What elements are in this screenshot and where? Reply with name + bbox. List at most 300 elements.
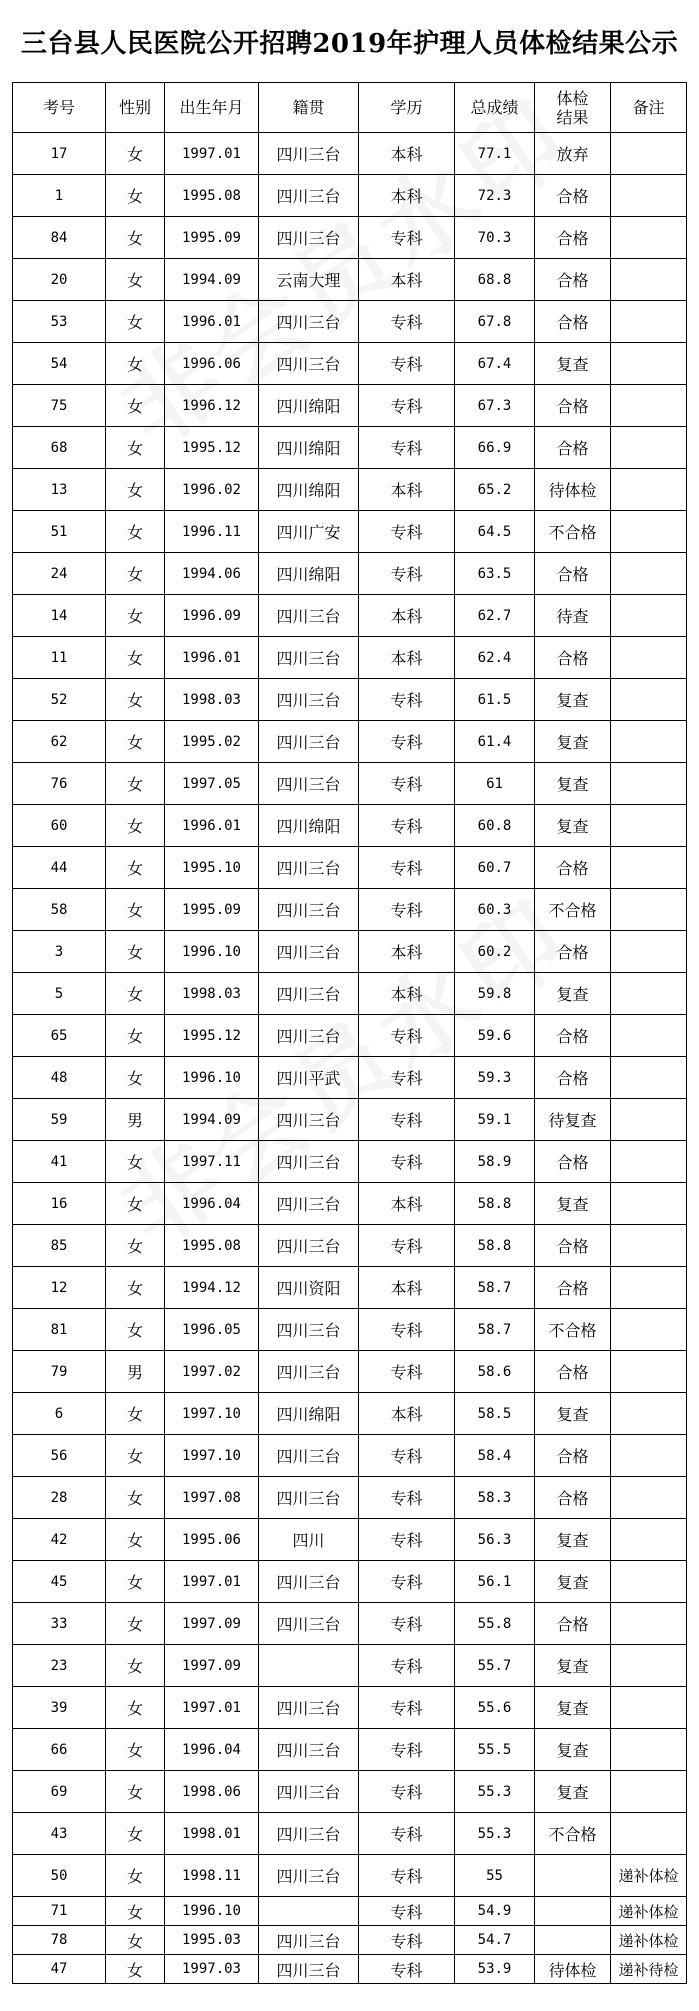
cell-score: 55.8	[455, 1603, 535, 1645]
cell-birth: 1997.11	[165, 1141, 259, 1183]
cell-score: 60.8	[455, 805, 535, 847]
cell-remarks	[611, 721, 687, 763]
cell-origin: 四川三台	[259, 1309, 359, 1351]
table-row	[13, 679, 687, 721]
cell-education: 专科	[359, 1519, 455, 1561]
cell-origin: 四川绵阳	[259, 553, 359, 595]
table-row	[13, 217, 687, 259]
table-row	[13, 1955, 687, 1984]
cell-score: 60.7	[455, 847, 535, 889]
cell-remarks	[611, 679, 687, 721]
cell-score: 65.2	[455, 469, 535, 511]
cell-birth: 1996.04	[165, 1183, 259, 1225]
cell-exam-no: 66	[13, 1729, 106, 1771]
cell-birth: 1995.12	[165, 427, 259, 469]
cell-score: 58.8	[455, 1183, 535, 1225]
cell-remarks	[611, 973, 687, 1015]
cell-education: 专科	[359, 1855, 455, 1897]
cell-gender: 女	[106, 1855, 165, 1897]
cell-exam-result: 合格	[535, 931, 611, 973]
cell-education: 专科	[359, 385, 455, 427]
cell-gender: 女	[106, 1183, 165, 1225]
header-education: 学历	[359, 83, 455, 133]
cell-exam-no: 39	[13, 1687, 106, 1729]
cell-score: 58.9	[455, 1141, 535, 1183]
cell-gender: 女	[106, 1267, 165, 1309]
cell-education: 专科	[359, 1771, 455, 1813]
cell-origin: 四川平武	[259, 1057, 359, 1099]
table-row	[13, 553, 687, 595]
cell-score: 61.5	[455, 679, 535, 721]
table-row	[13, 1141, 687, 1183]
cell-score: 58.4	[455, 1435, 535, 1477]
cell-birth: 1996.10	[165, 1057, 259, 1099]
cell-remarks	[611, 1813, 687, 1855]
cell-origin: 四川三台	[259, 1141, 359, 1183]
cell-exam-no: 75	[13, 385, 106, 427]
cell-score: 67.4	[455, 343, 535, 385]
cell-birth: 1995.03	[165, 1926, 259, 1955]
cell-exam-no: 69	[13, 1771, 106, 1813]
cell-origin: 四川三台	[259, 1955, 359, 1984]
cell-origin: 云南大理	[259, 259, 359, 301]
cell-exam-no: 14	[13, 595, 106, 637]
cell-birth: 1997.02	[165, 1351, 259, 1393]
cell-education: 专科	[359, 1309, 455, 1351]
cell-gender: 女	[106, 721, 165, 763]
cell-exam-result: 复查	[535, 1729, 611, 1771]
cell-score: 60.2	[455, 931, 535, 973]
table-row	[13, 763, 687, 805]
cell-origin: 四川三台	[259, 1351, 359, 1393]
cell-exam-no: 42	[13, 1519, 106, 1561]
cell-origin: 四川三台	[259, 133, 359, 175]
page-title: 三台县人民医院公开招聘2019年护理人员体检结果公示	[20, 28, 679, 59]
cell-score: 59.3	[455, 1057, 535, 1099]
cell-birth: 1996.10	[165, 1897, 259, 1926]
cell-exam-result: 合格	[535, 553, 611, 595]
cell-exam-no: 58	[13, 889, 106, 931]
cell-exam-no: 33	[13, 1603, 106, 1645]
table-row	[13, 1309, 687, 1351]
cell-origin: 四川三台	[259, 1015, 359, 1057]
cell-birth: 1997.03	[165, 1955, 259, 1984]
cell-education: 本科	[359, 1183, 455, 1225]
cell-birth: 1995.08	[165, 175, 259, 217]
cell-remarks	[611, 1225, 687, 1267]
cell-origin: 四川广安	[259, 511, 359, 553]
cell-exam-result: 合格	[535, 427, 611, 469]
cell-exam-result: 复查	[535, 343, 611, 385]
cell-exam-result: 不合格	[535, 511, 611, 553]
cell-origin: 四川三台	[259, 763, 359, 805]
cell-score: 58.8	[455, 1225, 535, 1267]
cell-birth: 1997.01	[165, 133, 259, 175]
cell-exam-no: 3	[13, 931, 106, 973]
cell-score: 56.1	[455, 1561, 535, 1603]
cell-origin: 四川三台	[259, 217, 359, 259]
cell-birth: 1997.05	[165, 763, 259, 805]
cell-exam-result: 不合格	[535, 1309, 611, 1351]
cell-score: 58.6	[455, 1351, 535, 1393]
cell-exam-no: 78	[13, 1926, 106, 1955]
cell-origin: 四川三台	[259, 343, 359, 385]
table-row	[13, 385, 687, 427]
cell-education: 专科	[359, 805, 455, 847]
cell-education: 专科	[359, 1687, 455, 1729]
cell-birth: 1998.03	[165, 679, 259, 721]
table-row	[13, 259, 687, 301]
cell-score: 58.5	[455, 1393, 535, 1435]
cell-remarks: 递补待检	[611, 1955, 687, 1984]
cell-exam-no: 79	[13, 1351, 106, 1393]
cell-exam-no: 1	[13, 175, 106, 217]
cell-birth: 1996.04	[165, 1729, 259, 1771]
cell-education: 专科	[359, 1813, 455, 1855]
cell-education: 专科	[359, 1141, 455, 1183]
cell-education: 专科	[359, 1645, 455, 1687]
cell-score: 68.8	[455, 259, 535, 301]
cell-remarks	[611, 1267, 687, 1309]
cell-remarks	[611, 1015, 687, 1057]
cell-remarks: 递补体检	[611, 1855, 687, 1897]
header-origin: 籍贯	[259, 83, 359, 133]
cell-gender: 女	[106, 1141, 165, 1183]
cell-exam-result: 待体检	[535, 1955, 611, 1984]
cell-remarks	[611, 427, 687, 469]
cell-education: 本科	[359, 1393, 455, 1435]
cell-score: 55.3	[455, 1771, 535, 1813]
cell-gender: 女	[106, 805, 165, 847]
cell-birth: 1996.01	[165, 805, 259, 847]
cell-gender: 女	[106, 637, 165, 679]
cell-remarks	[611, 847, 687, 889]
cell-remarks	[611, 1141, 687, 1183]
cell-education: 专科	[359, 1955, 455, 1984]
cell-gender: 女	[106, 175, 165, 217]
cell-exam-result: 合格	[535, 217, 611, 259]
cell-exam-no: 24	[13, 553, 106, 595]
cell-origin: 四川绵阳	[259, 427, 359, 469]
cell-gender: 女	[106, 301, 165, 343]
header-row	[13, 83, 687, 133]
table-row	[13, 1771, 687, 1813]
cell-exam-result: 合格	[535, 175, 611, 217]
cell-birth: 1995.02	[165, 721, 259, 763]
cell-education: 本科	[359, 1267, 455, 1309]
cell-gender: 女	[106, 133, 165, 175]
cell-gender: 女	[106, 973, 165, 1015]
cell-origin: 四川三台	[259, 637, 359, 679]
cell-education: 专科	[359, 301, 455, 343]
cell-origin: 四川绵阳	[259, 805, 359, 847]
cell-remarks	[611, 1309, 687, 1351]
cell-exam-no: 50	[13, 1855, 106, 1897]
cell-exam-no: 44	[13, 847, 106, 889]
cell-birth: 1996.01	[165, 637, 259, 679]
cell-exam-no: 53	[13, 301, 106, 343]
cell-remarks	[611, 175, 687, 217]
cell-gender: 女	[106, 553, 165, 595]
cell-score: 54.9	[455, 1897, 535, 1926]
cell-gender: 女	[106, 1561, 165, 1603]
cell-score: 66.9	[455, 427, 535, 469]
cell-exam-no: 84	[13, 217, 106, 259]
cell-gender: 女	[106, 511, 165, 553]
cell-remarks	[611, 511, 687, 553]
cell-education: 专科	[359, 679, 455, 721]
header-gender: 性别	[106, 83, 165, 133]
cell-exam-no: 5	[13, 973, 106, 1015]
cell-education: 专科	[359, 1897, 455, 1926]
cell-education: 专科	[359, 1603, 455, 1645]
cell-score: 77.1	[455, 133, 535, 175]
cell-birth: 1998.01	[165, 1813, 259, 1855]
table-row	[13, 1057, 687, 1099]
cell-exam-result: 合格	[535, 1603, 611, 1645]
cell-birth: 1997.01	[165, 1561, 259, 1603]
table-row	[13, 1813, 687, 1855]
cell-birth: 1994.12	[165, 1267, 259, 1309]
cell-exam-result: 复查	[535, 1645, 611, 1687]
cell-birth: 1994.09	[165, 1099, 259, 1141]
cell-origin	[259, 1645, 359, 1687]
table-row	[13, 1687, 687, 1729]
cell-exam-result: 合格	[535, 385, 611, 427]
table-row	[13, 1729, 687, 1771]
table-row	[13, 637, 687, 679]
cell-exam-result: 合格	[535, 1015, 611, 1057]
cell-remarks	[611, 1729, 687, 1771]
cell-education: 本科	[359, 595, 455, 637]
cell-remarks	[611, 1687, 687, 1729]
cell-origin: 四川三台	[259, 721, 359, 763]
cell-origin: 四川绵阳	[259, 385, 359, 427]
cell-origin: 四川三台	[259, 847, 359, 889]
cell-exam-no: 23	[13, 1645, 106, 1687]
cell-birth: 1996.11	[165, 511, 259, 553]
cell-exam-result: 合格	[535, 637, 611, 679]
cell-education: 专科	[359, 1435, 455, 1477]
cell-gender: 女	[106, 469, 165, 511]
cell-remarks	[611, 1561, 687, 1603]
cell-remarks	[611, 1603, 687, 1645]
cell-birth: 1994.06	[165, 553, 259, 595]
cell-education: 专科	[359, 1561, 455, 1603]
cell-gender: 女	[106, 1057, 165, 1099]
cell-remarks	[611, 1099, 687, 1141]
cell-remarks	[611, 1519, 687, 1561]
cell-origin: 四川三台	[259, 973, 359, 1015]
cell-birth: 1997.09	[165, 1645, 259, 1687]
table-row	[13, 133, 687, 175]
cell-score: 62.7	[455, 595, 535, 637]
cell-remarks	[611, 217, 687, 259]
cell-education: 专科	[359, 763, 455, 805]
cell-exam-result: 不合格	[535, 1813, 611, 1855]
table-row	[13, 931, 687, 973]
cell-remarks	[611, 595, 687, 637]
cell-exam-result: 合格	[535, 1141, 611, 1183]
table-row	[13, 1477, 687, 1519]
cell-birth: 1997.09	[165, 1603, 259, 1645]
table-row	[13, 1015, 687, 1057]
cell-score: 60.3	[455, 889, 535, 931]
cell-exam-no: 47	[13, 1955, 106, 1984]
cell-remarks	[611, 763, 687, 805]
cell-remarks	[611, 469, 687, 511]
table-row	[13, 1897, 687, 1926]
cell-exam-result: 合格	[535, 847, 611, 889]
cell-birth: 1998.06	[165, 1771, 259, 1813]
cell-exam-no: 13	[13, 469, 106, 511]
cell-exam-result: 待体检	[535, 469, 611, 511]
cell-exam-no: 16	[13, 1183, 106, 1225]
table-row	[13, 1561, 687, 1603]
cell-education: 专科	[359, 427, 455, 469]
cell-gender: 女	[106, 217, 165, 259]
cell-gender: 女	[106, 385, 165, 427]
table-row	[13, 595, 687, 637]
cell-gender: 女	[106, 847, 165, 889]
cell-exam-result: 复查	[535, 973, 611, 1015]
cell-exam-result: 合格	[535, 1435, 611, 1477]
table-row	[13, 1926, 687, 1955]
cell-gender: 女	[106, 1309, 165, 1351]
cell-score: 54.7	[455, 1926, 535, 1955]
cell-origin: 四川三台	[259, 1813, 359, 1855]
cell-gender: 女	[106, 1687, 165, 1729]
cell-gender: 女	[106, 679, 165, 721]
cell-exam-no: 76	[13, 763, 106, 805]
table-row	[13, 847, 687, 889]
cell-birth: 1996.01	[165, 301, 259, 343]
table-row	[13, 721, 687, 763]
cell-score: 72.3	[455, 175, 535, 217]
cell-education: 专科	[359, 1351, 455, 1393]
table-row	[13, 1435, 687, 1477]
cell-exam-no: 54	[13, 343, 106, 385]
cell-education: 专科	[359, 1477, 455, 1519]
cell-exam-no: 45	[13, 1561, 106, 1603]
cell-origin: 四川三台	[259, 1561, 359, 1603]
cell-origin: 四川三台	[259, 1099, 359, 1141]
cell-remarks	[611, 1393, 687, 1435]
cell-gender: 女	[106, 1926, 165, 1955]
table-row	[13, 1099, 687, 1141]
cell-exam-result: 复查	[535, 1183, 611, 1225]
cell-exam-result: 合格	[535, 301, 611, 343]
cell-gender: 女	[106, 1015, 165, 1057]
cell-education: 专科	[359, 721, 455, 763]
cell-score: 55.6	[455, 1687, 535, 1729]
cell-exam-no: 56	[13, 1435, 106, 1477]
cell-education: 本科	[359, 469, 455, 511]
cell-education: 本科	[359, 175, 455, 217]
cell-origin: 四川三台	[259, 1477, 359, 1519]
cell-exam-result	[535, 1897, 611, 1926]
cell-origin: 四川三台	[259, 889, 359, 931]
cell-remarks	[611, 385, 687, 427]
cell-birth: 1995.09	[165, 217, 259, 259]
cell-score: 53.9	[455, 1955, 535, 1984]
cell-exam-result	[535, 1855, 611, 1897]
cell-education: 专科	[359, 1057, 455, 1099]
cell-score: 55.7	[455, 1645, 535, 1687]
cell-exam-no: 28	[13, 1477, 106, 1519]
cell-origin: 四川绵阳	[259, 1393, 359, 1435]
cell-birth: 1996.09	[165, 595, 259, 637]
cell-education: 本科	[359, 259, 455, 301]
table-row	[13, 1855, 687, 1897]
cell-origin: 四川资阳	[259, 1267, 359, 1309]
cell-exam-result: 复查	[535, 679, 611, 721]
cell-origin: 四川三台	[259, 1183, 359, 1225]
cell-origin: 四川三台	[259, 1435, 359, 1477]
cell-remarks	[611, 1645, 687, 1687]
table-row	[13, 1351, 687, 1393]
cell-remarks	[611, 301, 687, 343]
cell-exam-result: 复查	[535, 1519, 611, 1561]
cell-remarks	[611, 259, 687, 301]
table-row	[13, 343, 687, 385]
cell-exam-result: 复查	[535, 1561, 611, 1603]
header-exam-result: 体检 结果	[535, 83, 611, 133]
cell-exam-no: 41	[13, 1141, 106, 1183]
cell-gender: 女	[106, 889, 165, 931]
cell-birth: 1995.10	[165, 847, 259, 889]
cell-origin: 四川	[259, 1519, 359, 1561]
cell-education: 专科	[359, 847, 455, 889]
cell-education: 专科	[359, 1099, 455, 1141]
cell-exam-no: 6	[13, 1393, 106, 1435]
cell-exam-result: 复查	[535, 805, 611, 847]
cell-exam-result: 不合格	[535, 889, 611, 931]
cell-birth: 1997.10	[165, 1393, 259, 1435]
table-row	[13, 973, 687, 1015]
cell-birth: 1997.01	[165, 1687, 259, 1729]
cell-birth: 1995.12	[165, 1015, 259, 1057]
cell-exam-no: 60	[13, 805, 106, 847]
cell-gender: 女	[106, 763, 165, 805]
cell-gender: 女	[106, 343, 165, 385]
cell-score: 59.1	[455, 1099, 535, 1141]
cell-remarks	[611, 889, 687, 931]
table-row	[13, 1603, 687, 1645]
cell-education: 本科	[359, 637, 455, 679]
results-table	[12, 82, 687, 1984]
cell-remarks: 递补体检	[611, 1897, 687, 1926]
cell-score: 63.5	[455, 553, 535, 595]
cell-origin: 四川三台	[259, 1225, 359, 1267]
cell-gender: 女	[106, 1771, 165, 1813]
cell-exam-result: 合格	[535, 1477, 611, 1519]
cell-exam-result: 复查	[535, 721, 611, 763]
cell-education: 本科	[359, 973, 455, 1015]
cell-gender: 女	[106, 1955, 165, 1984]
cell-birth: 1996.05	[165, 1309, 259, 1351]
table-row	[13, 469, 687, 511]
cell-remarks	[611, 1351, 687, 1393]
table-row	[13, 1519, 687, 1561]
cell-exam-result: 复查	[535, 1393, 611, 1435]
cell-remarks	[611, 1183, 687, 1225]
cell-exam-result: 复查	[535, 1687, 611, 1729]
cell-gender: 女	[106, 1225, 165, 1267]
cell-exam-no: 20	[13, 259, 106, 301]
cell-education: 专科	[359, 1926, 455, 1955]
cell-exam-no: 59	[13, 1099, 106, 1141]
